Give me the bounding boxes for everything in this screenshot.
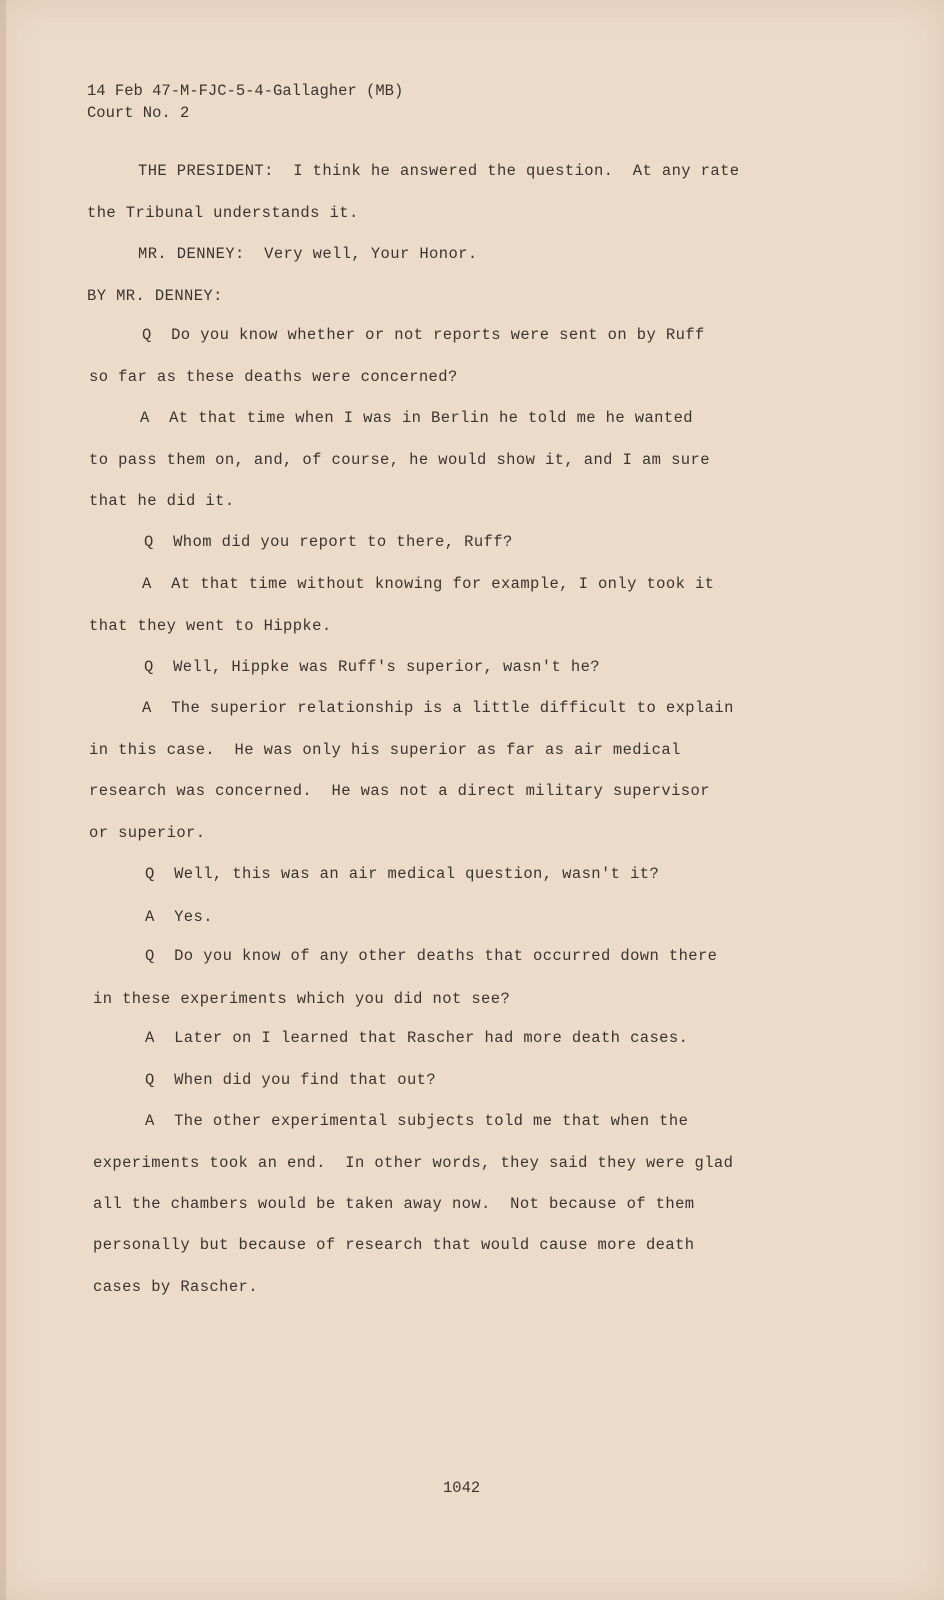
text-line: A At that time without knowing for example, I only took it xyxy=(142,575,715,593)
text-line: experiments took an end. In other words, they said they were glad xyxy=(93,1154,734,1172)
page-number: 1042 xyxy=(443,1479,481,1497)
text-line: BY MR. DENNEY: xyxy=(87,287,223,305)
document-header xyxy=(87,80,403,124)
text-line: MR. DENNEY: Very well, Your Honor. xyxy=(138,245,478,263)
text-line: Q Well, this was an air medical question, wasn't it? xyxy=(145,865,660,883)
text-line: Q Well, Hippke was Ruff's superior, wasn't he? xyxy=(144,658,600,676)
text-line: Q Do you know of any other deaths that occurred down there xyxy=(145,947,718,965)
text-line: A The superior relationship is a little difficult to explain xyxy=(142,699,734,717)
text-line: Q When did you find that out? xyxy=(145,1071,437,1089)
text-line: that he did it. xyxy=(89,492,235,510)
text-line: THE PRESIDENT: I think he answered the question. At any rate xyxy=(138,162,740,180)
text-line: so far as these deaths were concerned? xyxy=(89,368,458,386)
text-line: or superior. xyxy=(89,824,206,842)
header-line-2: Court No. 2 xyxy=(87,104,190,122)
text-line: Q Whom did you report to there, Ruff? xyxy=(144,533,513,551)
text-line: A At that time when I was in Berlin he told me he wanted xyxy=(140,409,693,427)
text-line: A Later on I learned that Rascher had more death cases. xyxy=(145,1029,689,1047)
text-line: research was concerned. He was not a direct military supervisor xyxy=(89,782,710,800)
text-line: in this case. He was only his superior as far as air medical xyxy=(89,741,681,759)
text-line: all the chambers would be taken away now. Not because of them xyxy=(93,1195,695,1213)
text-line: to pass them on, and, of course, he would show it, and I am sure xyxy=(89,451,710,469)
header-line-1: 14 Feb 47-M-FJC-5-4-Gallagher (MB) xyxy=(87,82,404,100)
text-line: in these experiments which you did not see? xyxy=(93,990,511,1008)
paper-edge xyxy=(0,0,6,1600)
text-line: cases by Rascher. xyxy=(93,1278,258,1296)
text-line: A Yes. xyxy=(145,908,213,926)
text-line: personally but because of research that would cause more death xyxy=(93,1236,695,1254)
text-line: that they went to Hippke. xyxy=(89,617,332,635)
text-line: the Tribunal understands it. xyxy=(87,204,359,222)
text-line: A The other experimental subjects told me that when the xyxy=(145,1112,689,1130)
text-line: Q Do you know whether or not reports were sent on by Ruff xyxy=(142,326,705,344)
